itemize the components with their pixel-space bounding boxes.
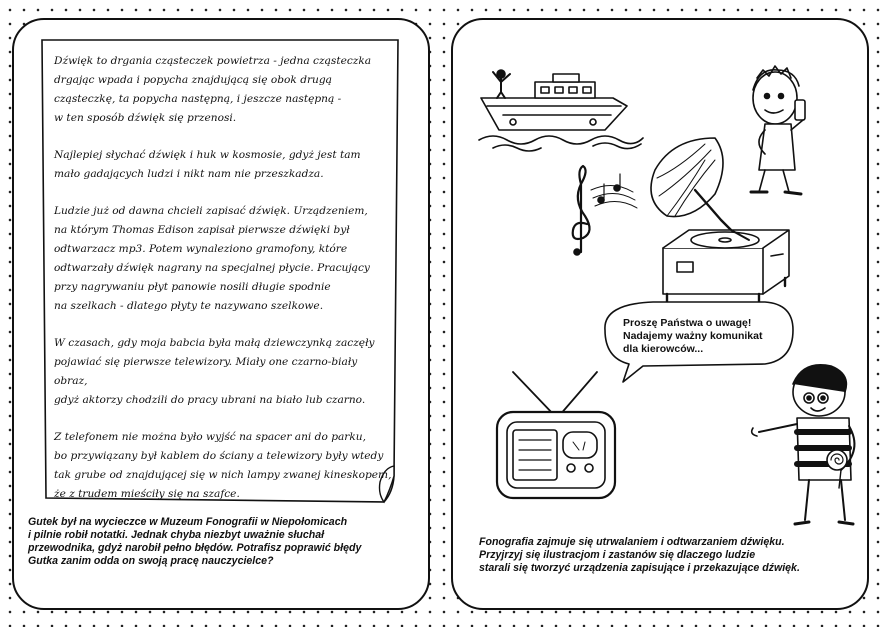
note-paragraph-5: Z telefonem nie można było wyjść na spacer ani do parku, bo przywiązany był kablem do ściany a telewizory były wtedy tak grube od znajdującej się w nich lampy zwanej kineskopem, że z trudem mieściły się na szafce. (54, 431, 392, 500)
left-panel (12, 18, 430, 610)
note-paragraph-1: Dźwięk to drgania cząsteczek powietrza - jedna cząsteczka drgając wpada i popycha znajdującą się obok drugą cząsteczkę, ta popycha następną, i jeszcze następną - w ten sposób dźwięk się przenosi. (54, 55, 372, 124)
note-text (54, 52, 394, 522)
note-paragraph-2: Najlepiej słychać dźwięk i huk w kosmosie, gdyż jest tam mało gadających ludzi i nikt nam nie przeszkadza. (54, 149, 361, 180)
note-paragraph-3: Ludzie już od dawna chcieli zapisać dźwięk. Urządzeniem, na którym Thomas Edison zapisał pierwsze dźwięki był odtwarzacz mp3. Potem wynaleziono gramofony, które odtwarzały dźwięk nagrany na specjalnej płycie. Pracujący przy nagrywaniu płyt panowie nosili długie spodnie na szelkach - dlatego płyty te nazywano szelkowe. (54, 205, 370, 312)
task-instructions: Gutek był na wycieczce w Muzeum Fonografii w Niepołomicach i pilnie robił notatki. Jednak chyba niezbyt uważnie słuchał przewodnika, gdyż narobił pełno błędów. Potrafisz poprawić błędy Gutka zanim odda on swoją pracę nauczycielce? (28, 516, 362, 567)
boy-lollipop-icon (752, 365, 855, 524)
illustrations (453, 20, 867, 608)
tv-icon (497, 372, 615, 498)
speech-bubble-text: Proszę Państwa o uwagę! Nadajemy ważny komunikat dla kierowców... (623, 317, 763, 355)
boy-phone-icon (751, 66, 805, 194)
right-panel (451, 18, 869, 610)
info-text: Fonografia zajmuje się utrwalaniem i odtwarzaniem dźwięku. Przyjrzyj się ilustracjom i zastanów się dlaczego ludzie starali się tworzyć urządzenia zapisujące i przekazujące dźwięk. (479, 536, 800, 574)
note-paper (38, 36, 404, 506)
music-note-icon (573, 166, 637, 255)
ship-icon (479, 70, 643, 151)
note-paragraph-4: W czasach, gdy moja babcia była małą dziewczynką zaczęły pojawiać się pierwsze telewizory. Miały one czarno-biały obraz, gdyż aktorzy chodzili do pracy ubrani na biało lub czarno. (54, 337, 375, 406)
